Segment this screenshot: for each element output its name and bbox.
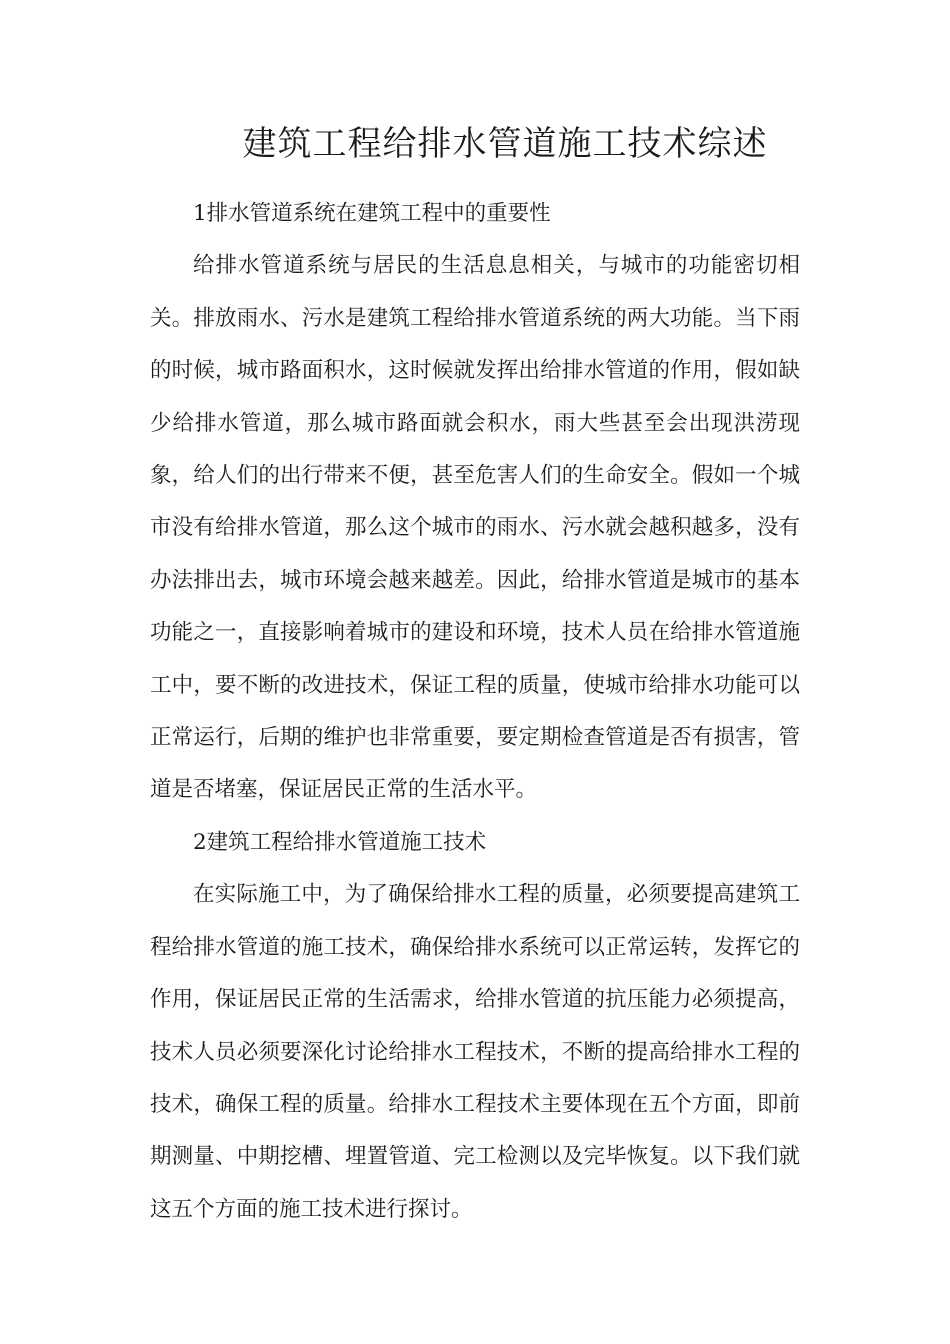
section-heading-2: 2建筑工程给排水管道施工技术 bbox=[193, 829, 487, 855]
document-body bbox=[150, 188, 800, 1236]
document-title: 建筑工程给排水管道施工技术综述 bbox=[242, 124, 768, 164]
section-heading-1: 1排水管道系统在建筑工程中的重要性 bbox=[193, 201, 551, 226]
section-paragraph-1: 给排水管道系统与居民的生活息息相关，与城市的功能密切相关。排放雨水、污水是建筑工程给排水管道系统的两大功能。当下雨的时候，城市路面积水，这时候就发挥出给排水管道的作用，假如缺少给排水管道，那么城市路面就会积水，雨大些甚至会出现洪涝现象，给人们的出行带来不便，甚至危害人们的生命安全。假如一个城市没有给排水管道，那么这个城市的雨水、污水就会越积越多，没有办法排出去，城市环境会越来越差。因此，给排水管道是城市的基本功能之一，直接影响着城市的建设和环境，技术人员在给排水管道施工中，要不断的改进技术，保证工程的质量，使城市给排水功能可以正常运行，后期的维护也非常重要，要定期检查管道是否有损害，管道是否堵塞，保证居民正常的生活水平。 bbox=[150, 253, 800, 803]
section-paragraph-2: 在实际施工中，为了确保给排水工程的质量，必须要提高建筑工程给排水管道的施工技术，确保给排水系统可以正常运转，发挥它的作用，保证居民正常的生活需求，给排水管道的抗压能力必须提高，技术人员必须要深化讨论给排水工程技术，不断的提高给排水工程的技术，确保工程的质量。给排水工程技术主要体现在五个方面，即前期测量、中期挖槽、埋置管道、完工检测以及完毕恢复。以下我们就这五个方面的施工技术进行探讨。 bbox=[150, 882, 800, 1222]
